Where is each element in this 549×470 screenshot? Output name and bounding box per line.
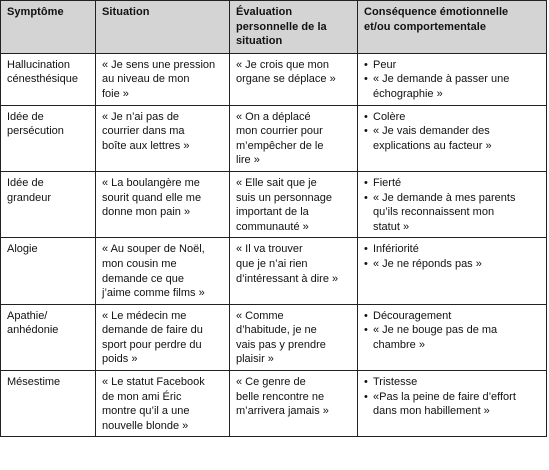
text-line: organe se déplace » xyxy=(236,73,336,86)
text-line: « Je ne bouge pas de ma xyxy=(373,324,498,337)
text-line: Fierté xyxy=(373,176,402,189)
text-line: « Je crois que mon xyxy=(236,58,329,71)
cell-symptom xyxy=(1,105,96,171)
consequence-list xyxy=(364,375,541,419)
list-item xyxy=(364,191,541,235)
text-line: suis un personnage xyxy=(236,191,333,204)
text-line: belle rencontre ne xyxy=(236,390,325,403)
text-line: Situation xyxy=(102,6,150,18)
text-line: demande ce que xyxy=(102,272,184,285)
bullet-icon: • xyxy=(364,257,368,270)
text-line: « Le médecin me xyxy=(102,309,187,322)
text-line: « Il va trouver xyxy=(236,243,303,256)
text-line: que je n’ai rien xyxy=(236,257,308,270)
cell-evaluation xyxy=(230,238,358,304)
text-line: et/ou comportementale xyxy=(364,20,487,33)
consequence-list xyxy=(364,176,541,234)
list-item xyxy=(364,124,541,153)
text-line: « Je vais demander des xyxy=(373,125,490,138)
bullet-icon: • xyxy=(364,125,368,138)
text-line: Colère xyxy=(373,110,406,123)
list-item xyxy=(364,257,541,272)
text-line: montre qu’il a une xyxy=(102,405,190,418)
text-line: d’intéressant à dire » xyxy=(236,272,339,285)
bullet-icon: • xyxy=(364,191,368,204)
table-header xyxy=(1,1,547,54)
bullet-icon: • xyxy=(364,243,368,256)
text-line: d’habitude, je ne xyxy=(236,324,317,337)
text-line: boîte aux lettres » xyxy=(102,139,190,152)
text-line: Évaluation xyxy=(236,6,293,18)
text-line: « Le statut Facebook xyxy=(102,376,205,389)
list-item xyxy=(364,309,541,324)
consequence-list xyxy=(364,110,541,154)
text-line: « Je n’ai pas de xyxy=(102,110,180,123)
text-line: Tristesse xyxy=(373,376,418,389)
cell-symptom xyxy=(1,53,96,105)
list-item xyxy=(364,242,541,257)
cell-situation xyxy=(96,171,230,237)
text-line: foie » xyxy=(102,87,129,100)
text-line: mon cousin me xyxy=(102,257,177,270)
list-item xyxy=(364,58,541,73)
text-line: Idée de xyxy=(7,110,44,123)
text-line: sourit quand elle me xyxy=(102,191,202,204)
text-line: de mon ami Éric xyxy=(102,390,182,403)
list-item xyxy=(364,110,541,125)
text-line: chambre » xyxy=(373,338,425,351)
text-line: « Au souper de Noël, xyxy=(102,243,205,256)
text-line: Mésestime xyxy=(7,376,61,389)
text-line: Infériorité xyxy=(373,243,419,256)
text-line: nouvelle blonde » xyxy=(102,419,189,432)
header-symptom xyxy=(1,1,96,54)
text-line: lire » xyxy=(236,154,260,167)
text-line: échographie » xyxy=(373,87,443,100)
text-line: Apathie/ xyxy=(7,309,48,322)
cell-situation xyxy=(96,238,230,304)
cell-consequence xyxy=(358,105,547,171)
text-line: plaisir » xyxy=(236,353,274,366)
bullet-icon: • xyxy=(364,390,368,403)
cell-symptom xyxy=(1,304,96,370)
table-row xyxy=(1,371,547,437)
text-line: Symptôme xyxy=(7,6,64,18)
text-line: « Comme xyxy=(236,309,284,322)
text-line: sport pour perdre du xyxy=(102,338,202,351)
text-line: « Je demande à passer une xyxy=(373,73,510,86)
text-line: mon courrier pour xyxy=(236,125,323,138)
bullet-icon: • xyxy=(364,324,368,337)
text-line: « Ce genre de xyxy=(236,376,306,389)
header-row xyxy=(1,1,547,54)
bullet-icon: • xyxy=(364,58,368,71)
text-line: statut » xyxy=(373,220,410,233)
cell-consequence xyxy=(358,304,547,370)
cell-evaluation xyxy=(230,371,358,437)
text-line: situation xyxy=(236,35,283,48)
bullet-icon: • xyxy=(364,110,368,123)
cell-situation xyxy=(96,105,230,171)
text-line: « On a déplacé xyxy=(236,110,311,123)
cell-symptom xyxy=(1,238,96,304)
text-line: Découragement xyxy=(373,309,452,322)
text-line: «Pas la peine de faire d’effort xyxy=(373,390,516,403)
text-line: j’aime comme films » xyxy=(102,287,205,300)
table-row xyxy=(1,238,547,304)
text-line: Alogie xyxy=(7,243,38,256)
text-line: m’arrivera jamais » xyxy=(236,405,329,418)
text-line: Hallucination xyxy=(7,58,70,71)
cell-situation xyxy=(96,53,230,105)
text-line: « La boulangère me xyxy=(102,176,200,189)
text-line: « Je ne réponds pas » xyxy=(373,257,482,270)
bullet-icon: • xyxy=(364,376,368,389)
table-row xyxy=(1,171,547,237)
text-line: vais pas y prendre xyxy=(236,338,326,351)
header-consequence xyxy=(358,1,547,54)
cell-consequence xyxy=(358,171,547,237)
cell-evaluation xyxy=(230,171,358,237)
text-line: Peur xyxy=(373,58,397,71)
consequence-list xyxy=(364,242,541,271)
bullet-icon: • xyxy=(364,73,368,86)
text-line: communauté » xyxy=(236,220,309,233)
text-line: cénesthésique xyxy=(7,73,78,86)
text-line: anhédonie xyxy=(7,324,59,337)
list-item xyxy=(364,390,541,419)
text-line: persécution xyxy=(7,125,64,138)
table-row xyxy=(1,304,547,370)
cell-evaluation xyxy=(230,304,358,370)
cell-consequence xyxy=(358,238,547,304)
text-line: « Je sens une pression xyxy=(102,58,216,71)
text-line: donne mon pain » xyxy=(102,206,191,219)
cell-symptom xyxy=(1,171,96,237)
text-line: « Elle sait que je xyxy=(236,176,317,189)
cell-situation xyxy=(96,304,230,370)
cell-consequence xyxy=(358,53,547,105)
text-line: « Je demande à mes parents xyxy=(373,191,516,204)
list-item xyxy=(364,323,541,352)
cell-consequence xyxy=(358,371,547,437)
text-line: m’empêcher de le xyxy=(236,139,324,152)
consequence-list xyxy=(364,58,541,102)
text-line: au niveau de mon xyxy=(102,73,190,86)
bullet-icon: • xyxy=(364,176,368,189)
text-line: important de la xyxy=(236,206,309,219)
list-item xyxy=(364,72,541,101)
table-row xyxy=(1,53,547,105)
text-line: dans mon habillement » xyxy=(373,405,490,418)
cell-evaluation xyxy=(230,105,358,171)
table-row xyxy=(1,105,547,171)
text-line: explications au facteur » xyxy=(373,139,492,152)
cell-situation xyxy=(96,371,230,437)
text-line: personnelle de la xyxy=(236,20,327,33)
text-line: qu’ils reconnaissent mon xyxy=(373,206,495,219)
list-item xyxy=(364,176,541,191)
text-line: demande de faire du xyxy=(102,324,203,337)
text-line: poids » xyxy=(102,353,138,366)
cell-evaluation xyxy=(230,53,358,105)
text-line: Idée de xyxy=(7,176,44,189)
bullet-icon: • xyxy=(364,309,368,322)
text-line: Conséquence émotionnelle xyxy=(364,6,509,18)
list-item xyxy=(364,375,541,390)
header-situation xyxy=(96,1,230,54)
cell-symptom xyxy=(1,371,96,437)
header-evaluation xyxy=(230,1,358,54)
consequence-list xyxy=(364,309,541,353)
text-line: courrier dans ma xyxy=(102,125,185,138)
table-body xyxy=(1,53,547,437)
text-line: grandeur xyxy=(7,191,52,204)
